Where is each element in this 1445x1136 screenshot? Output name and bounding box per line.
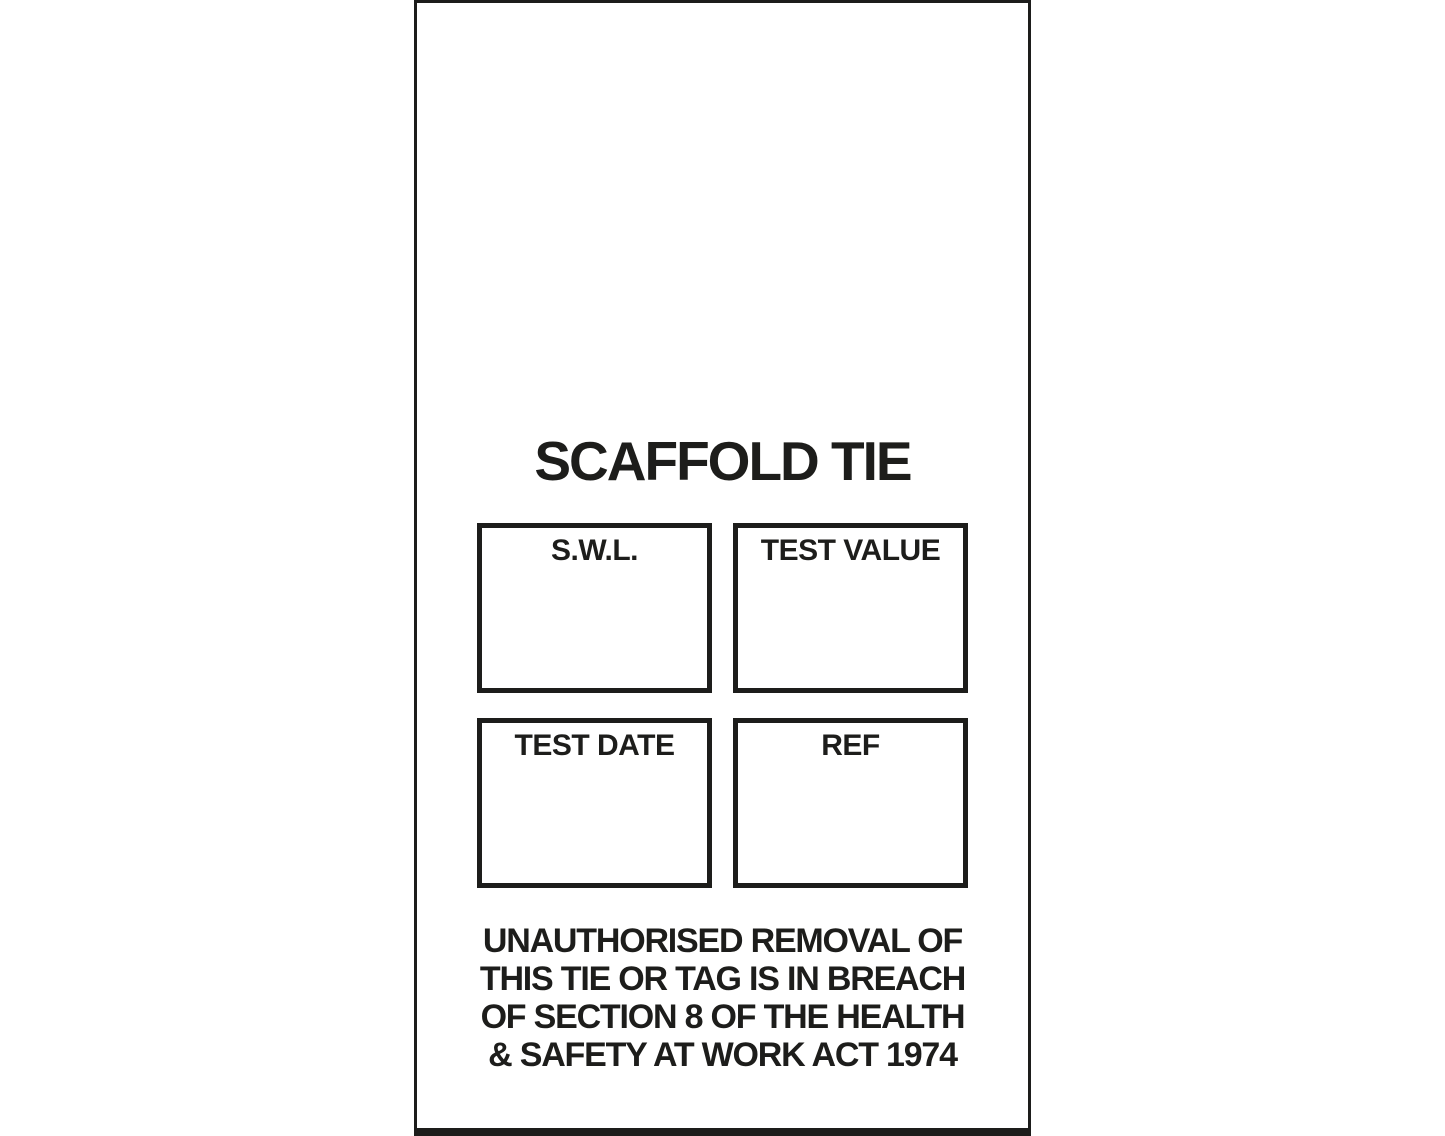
field-box-ref — [733, 718, 968, 888]
field-value-swl — [482, 568, 707, 608]
warning-line: UNAUTHORISED REMOVAL OF — [482, 922, 963, 960]
field-value-test-value — [738, 568, 963, 608]
warning-line: THIS TIE OR TAG IS IN BREACH — [479, 960, 966, 998]
tag-title: SCAFFOLD TIE — [534, 430, 911, 492]
field-value-test-date — [482, 763, 707, 803]
field-label-swl: S.W.L. — [551, 534, 638, 567]
scaffold-tag — [414, 0, 1031, 1136]
warning-text — [417, 922, 1028, 1074]
field-box-grid — [477, 523, 968, 888]
field-box-test-value — [733, 523, 968, 693]
field-label-ref: REF — [821, 729, 880, 762]
field-label-test-date: TEST DATE — [514, 729, 675, 762]
field-value-ref — [738, 763, 963, 803]
warning-line: OF SECTION 8 OF THE HEALTH — [480, 998, 965, 1036]
field-box-swl — [477, 523, 712, 693]
field-box-test-date — [477, 718, 712, 888]
warning-line: & SAFETY AT WORK ACT 1974 — [488, 1036, 957, 1074]
field-label-test-value: TEST VALUE — [760, 534, 941, 567]
